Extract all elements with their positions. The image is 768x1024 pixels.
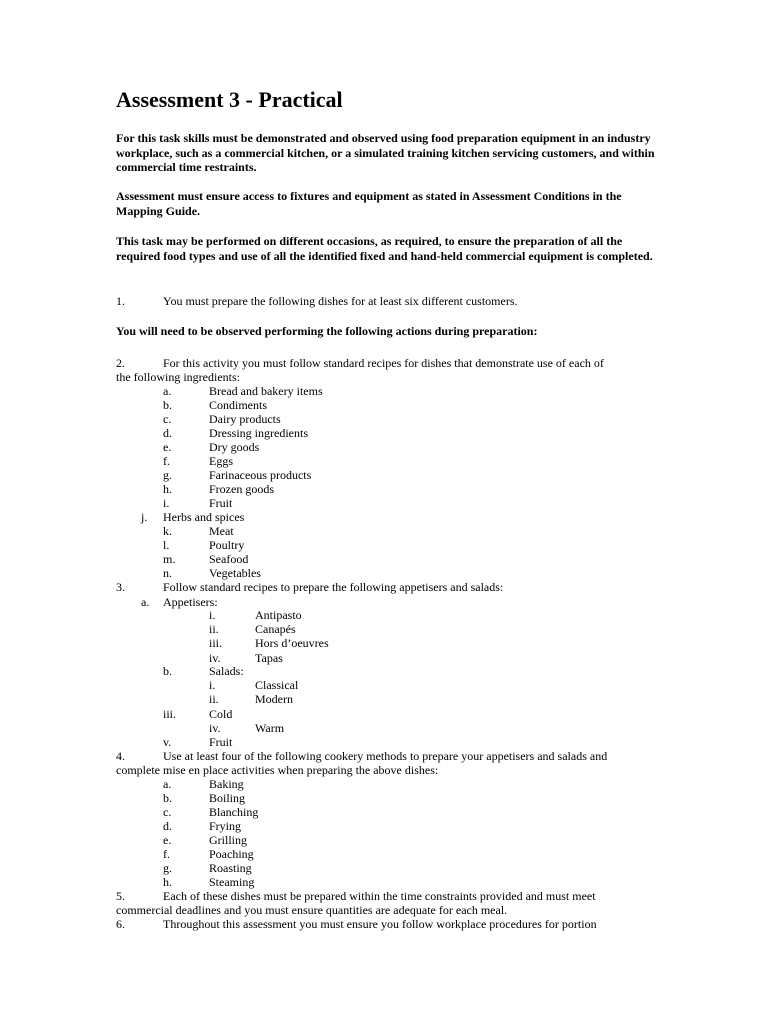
item-6-line-1: Throughout this assessment you must ensure you follow workplace procedures for portion bbox=[163, 917, 597, 931]
salads-heading: Salads: bbox=[209, 664, 244, 678]
list-marker: i. bbox=[163, 496, 170, 510]
list-item: Dry goods bbox=[209, 440, 260, 454]
list-item: Poultry bbox=[209, 538, 245, 552]
list-item: Vegetables bbox=[209, 566, 261, 580]
intro-paragraph-3: This task may be performed on different occasions, as required, to ensure the preparation of all the required food types and use of all the identified fixed and hand-held commercial equipment is completed. bbox=[116, 234, 653, 263]
item-2-line-2: the following ingredients: bbox=[116, 370, 240, 384]
item-4-line-2: complete mise en place activities when preparing the above dishes: bbox=[116, 763, 439, 777]
list-item: Cold bbox=[209, 707, 233, 721]
list-marker: b. bbox=[163, 791, 172, 805]
list-marker: g. bbox=[163, 861, 172, 875]
list-marker: k. bbox=[163, 524, 172, 538]
list-item: Meat bbox=[209, 524, 234, 538]
list-marker: d. bbox=[163, 426, 172, 440]
list-item: Fruit bbox=[209, 735, 233, 749]
list-item: Baking bbox=[209, 777, 244, 791]
list-item: Modern bbox=[255, 692, 293, 706]
list-item: Condiments bbox=[209, 398, 268, 412]
list-item: Steaming bbox=[209, 875, 255, 889]
list-marker: i. bbox=[209, 678, 216, 692]
list-marker: h. bbox=[163, 875, 172, 889]
list-item: Grilling bbox=[209, 833, 247, 847]
list-marker: n. bbox=[163, 566, 172, 580]
observed-heading: You will need to be observed performing the following actions during preparation: bbox=[116, 324, 538, 338]
appetisers-heading: Appetisers: bbox=[163, 595, 218, 609]
list-marker: ii. bbox=[209, 622, 219, 636]
item-2-line-1: For this activity you must follow standard recipes for dishes that demonstrate use of each of bbox=[163, 356, 604, 370]
item-5-marker: 5. bbox=[116, 889, 125, 903]
intro-paragraph-1: For this task skills must be demonstrated and observed using food preparation equipment in an industry workplace, such as a commercial kitchen, or a simulated training kitchen servicing customers, and within commercial time restraints. bbox=[116, 131, 655, 174]
list-marker: g. bbox=[163, 468, 172, 482]
list-item: Bread and bakery items bbox=[209, 384, 323, 398]
page-title: Assessment 3 - Practical bbox=[116, 87, 343, 112]
list-item: Hors d’oeuvres bbox=[255, 636, 329, 650]
list-item: Boiling bbox=[209, 791, 246, 805]
intro-paragraph-2: Assessment must ensure access to fixtures and equipment as stated in Assessment Conditions in the Mapping Guide. bbox=[116, 189, 622, 218]
item-5-line-2: commercial deadlines and you must ensure quantities are adequate for each meal. bbox=[116, 903, 508, 917]
list-marker: c. bbox=[163, 412, 172, 426]
list-marker: iv. bbox=[209, 651, 221, 665]
list-marker: h. bbox=[163, 482, 172, 496]
list-marker: iv. bbox=[209, 721, 221, 735]
list-marker: ii. bbox=[209, 692, 219, 706]
list-item: Blanching bbox=[209, 805, 259, 819]
list-item: Dairy products bbox=[209, 412, 281, 426]
list-item: Tapas bbox=[255, 651, 283, 665]
list-marker: d. bbox=[163, 819, 172, 833]
item-4-marker: 4. bbox=[116, 749, 125, 763]
list-marker: e. bbox=[163, 833, 172, 847]
item-4-line-1: Use at least four of the following cookery methods to prepare your appetisers and salads and bbox=[163, 749, 608, 763]
list-item: Antipasto bbox=[255, 608, 302, 622]
item-1-marker: 1. bbox=[116, 294, 125, 308]
list-marker: a. bbox=[163, 777, 172, 791]
item-2-marker: 2. bbox=[116, 356, 125, 370]
list-marker: f. bbox=[163, 454, 170, 468]
list-item: Roasting bbox=[209, 861, 252, 875]
list-item: Seafood bbox=[209, 552, 249, 566]
list-marker: l. bbox=[163, 538, 170, 552]
item-6-marker: 6. bbox=[116, 917, 125, 931]
list-item: Poaching bbox=[209, 847, 254, 861]
list-item: Dressing ingredients bbox=[209, 426, 308, 440]
list-marker: iii. bbox=[209, 636, 223, 650]
item-1-text: You must prepare the following dishes for at least six different customers. bbox=[163, 294, 518, 308]
list-marker: iii. bbox=[163, 707, 177, 721]
list-marker: m. bbox=[163, 552, 176, 566]
list-marker: j. bbox=[141, 510, 148, 524]
list-item: Warm bbox=[255, 721, 285, 735]
salads-marker: b. bbox=[163, 664, 172, 678]
list-marker: b. bbox=[163, 398, 172, 412]
list-marker: a. bbox=[163, 384, 172, 398]
list-item: Herbs and spices bbox=[163, 510, 245, 524]
list-item: Farinaceous products bbox=[209, 468, 312, 482]
list-item: Frying bbox=[209, 819, 242, 833]
appetisers-marker: a. bbox=[141, 595, 150, 609]
item-3-text: Follow standard recipes to prepare the following appetisers and salads: bbox=[163, 580, 504, 594]
list-marker: v. bbox=[163, 735, 172, 749]
list-marker: f. bbox=[163, 847, 170, 861]
item-3-marker: 3. bbox=[116, 580, 125, 594]
list-marker: c. bbox=[163, 805, 172, 819]
list-marker: e. bbox=[163, 440, 172, 454]
list-item: Frozen goods bbox=[209, 482, 274, 496]
list-item: Fruit bbox=[209, 496, 233, 510]
list-item: Eggs bbox=[209, 454, 233, 468]
list-item: Canapés bbox=[255, 622, 296, 636]
list-marker: i. bbox=[209, 608, 216, 622]
list-item: Classical bbox=[255, 678, 299, 692]
item-5-line-1: Each of these dishes must be prepared within the time constraints provided and must meet bbox=[163, 889, 596, 903]
